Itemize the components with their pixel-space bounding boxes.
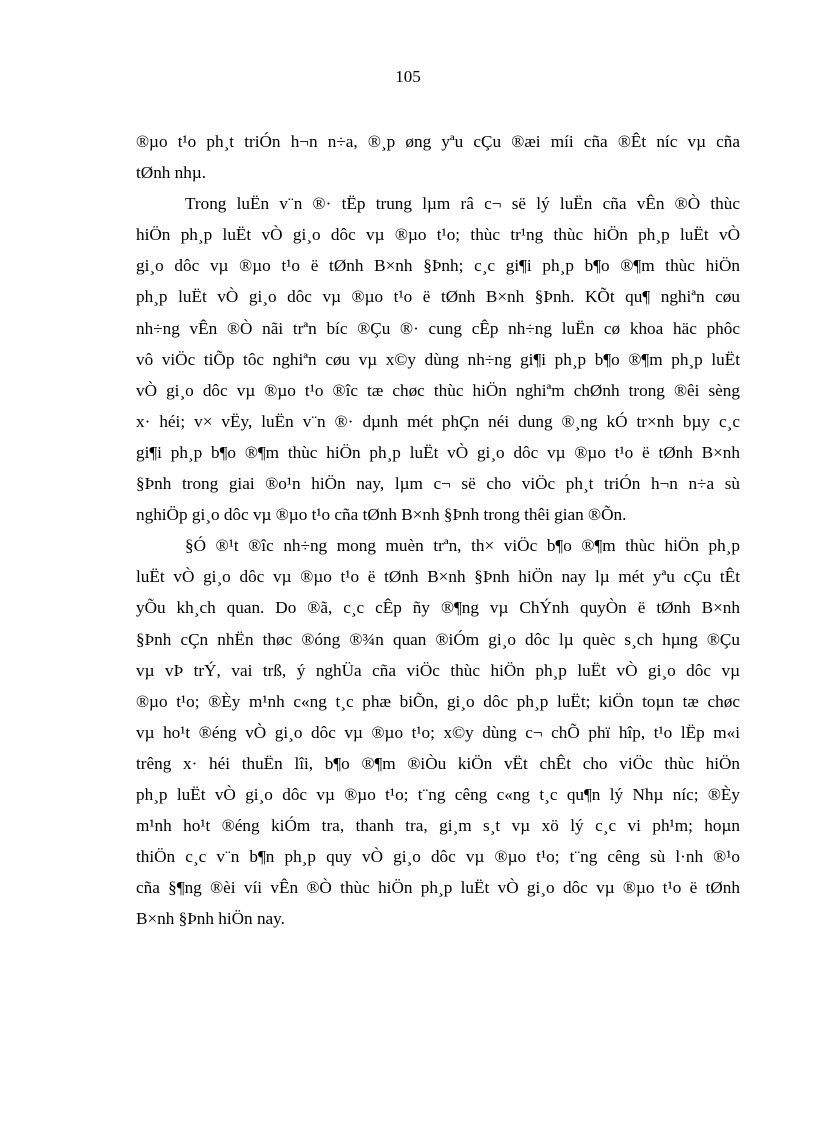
- text-line: B×nh §Þnh hiÖn nay.: [136, 909, 285, 929]
- text-line: tØnh nhµ.: [136, 163, 207, 183]
- text-line: ®µo t¹o ph¸t triÓn h¬n n÷a, ®¸p øng yªu cÇu ®æi míi cña ®Êt níc vµ cña: [136, 132, 740, 151]
- text-line: trêng x· héi thuËn lîi, b¶o ®¶m ®iÒu kiÖn vËt chÊt cho viÖc thùc hiÖn: [136, 753, 740, 773]
- text-line: nghiÖp gi¸o dôc vµ ®µo t¹o cña tØnh B×nh §Þnh trong thêi gian ®Õn.: [136, 505, 627, 525]
- text-line: ph¸p luËt vÒ gi¸o dôc vµ ®µo t¹o ë tØnh B×nh §Þnh. KÕt qu¶ nghiªn cøu: [136, 287, 740, 307]
- text-line: m¹nh ho¹t ®éng kiÓm tra, thanh tra, gi¸m s¸t vµ xö lý c¸c vi ph¹m; hoµn: [136, 816, 740, 836]
- text-line: vô viÖc tiÕp tôc nghiªn cøu vµ x©y dùng nh÷ng gi¶i ph¸p b¶o ®¶m ph¸p luËt: [136, 349, 740, 369]
- text-line: yÕu kh¸ch quan. Do ®ã, c¸c cÊp ñy ®¶ng vµ ChÝnh quyÒn ë tØnh B×nh: [136, 598, 740, 618]
- text-line: §Þnh cÇn nhËn thøc ®óng ®¾n quan ®iÓm gi¸o dôc lµ quèc s¸ch hµng ®Çu: [136, 629, 740, 649]
- text-line: vµ ho¹t ®éng vÒ gi¸o dôc vµ ®µo t¹o; x©y dùng c¬ chÕ phï hîp, t¹o lËp m«i: [136, 722, 740, 742]
- text-line: §Þnh trong giai ®o¹n hiÖn nay, lµm c¬ së cho viÖc ph¸t triÓn h¬n n÷a sù: [136, 474, 740, 494]
- text-line: Trong luËn v¨n ®· tËp trung lµm râ c¬ së lý luËn cña vÊn ®Ò thùc: [185, 194, 740, 214]
- text-line: §Ó ®¹t ®îc nh÷ng mong muèn trªn, th× viÖc b¶o ®¶m thùc hiÖn ph¸p: [185, 536, 740, 556]
- text-line: thiÖn c¸c v¨n b¶n ph¸p quy vÒ gi¸o dôc vµ ®µo t¹o; t¨ng cêng sù l·nh ®¹o: [136, 847, 740, 867]
- document-body: [136, 126, 740, 934]
- text-line: cña §¶ng ®èi víi vÊn ®Ò thùc hiÖn ph¸p luËt vÒ gi¸o dôc vµ ®µo t¹o ë tØnh: [136, 878, 740, 898]
- text-line: gi¶i ph¸p b¶o ®¶m thùc hiÖn ph¸p luËt vÒ gi¸o dôc vµ ®µo t¹o ë tØnh B×nh: [136, 442, 740, 462]
- text-line: gi¸o dôc vµ ®µo t¹o ë tØnh B×nh §Þnh; c¸c gi¶i ph¸p b¶o ®¶m thùc hiÖn: [136, 256, 740, 276]
- text-line: ph¸p luËt vÒ gi¸o dôc vµ ®µo t¹o; t¨ng cêng c«ng t¸c qu¶n lý Nhµ níc; ®Èy: [136, 784, 740, 804]
- text-line: x· héi; v× vËy, luËn v¨n ®· dµnh mét phÇn néi dung ®¸ng kÓ tr×nh bµy c¸c: [136, 411, 740, 431]
- page-number: 105: [395, 67, 421, 86]
- text-line: hiÖn ph¸p luËt vÒ gi¸o dôc vµ ®µo t¹o; thùc tr¹ng thùc hiÖn ph¸p luËt vÒ: [136, 225, 740, 245]
- text-line: vµ vÞ trÝ, vai trß, ý nghÜa cña viÖc thùc hiÖn ph¸p luËt vÒ gi¸o dôc vµ: [136, 660, 740, 680]
- text-line: ®µo t¹o; ®Èy m¹nh c«ng t¸c phæ biÕn, gi¸o dôc ph¸p luËt; kiÖn toµn tæ chøc: [136, 691, 740, 711]
- text-line: luËt vÒ gi¸o dôc vµ ®µo t¹o ë tØnh B×nh §Þnh hiÖn nay lµ mét yªu cÇu tÊt: [136, 567, 740, 587]
- text-line: nh÷ng vÊn ®Ò nãi trªn bíc ®Çu ®· cung cÊp nh÷ng luËn cø khoa häc phôc: [136, 318, 740, 338]
- text-line: vÒ gi¸o dôc vµ ®µo t¹o ®îc tæ chøc thùc hiÖn nghiªm chØnh trong ®êi sèng: [136, 380, 740, 400]
